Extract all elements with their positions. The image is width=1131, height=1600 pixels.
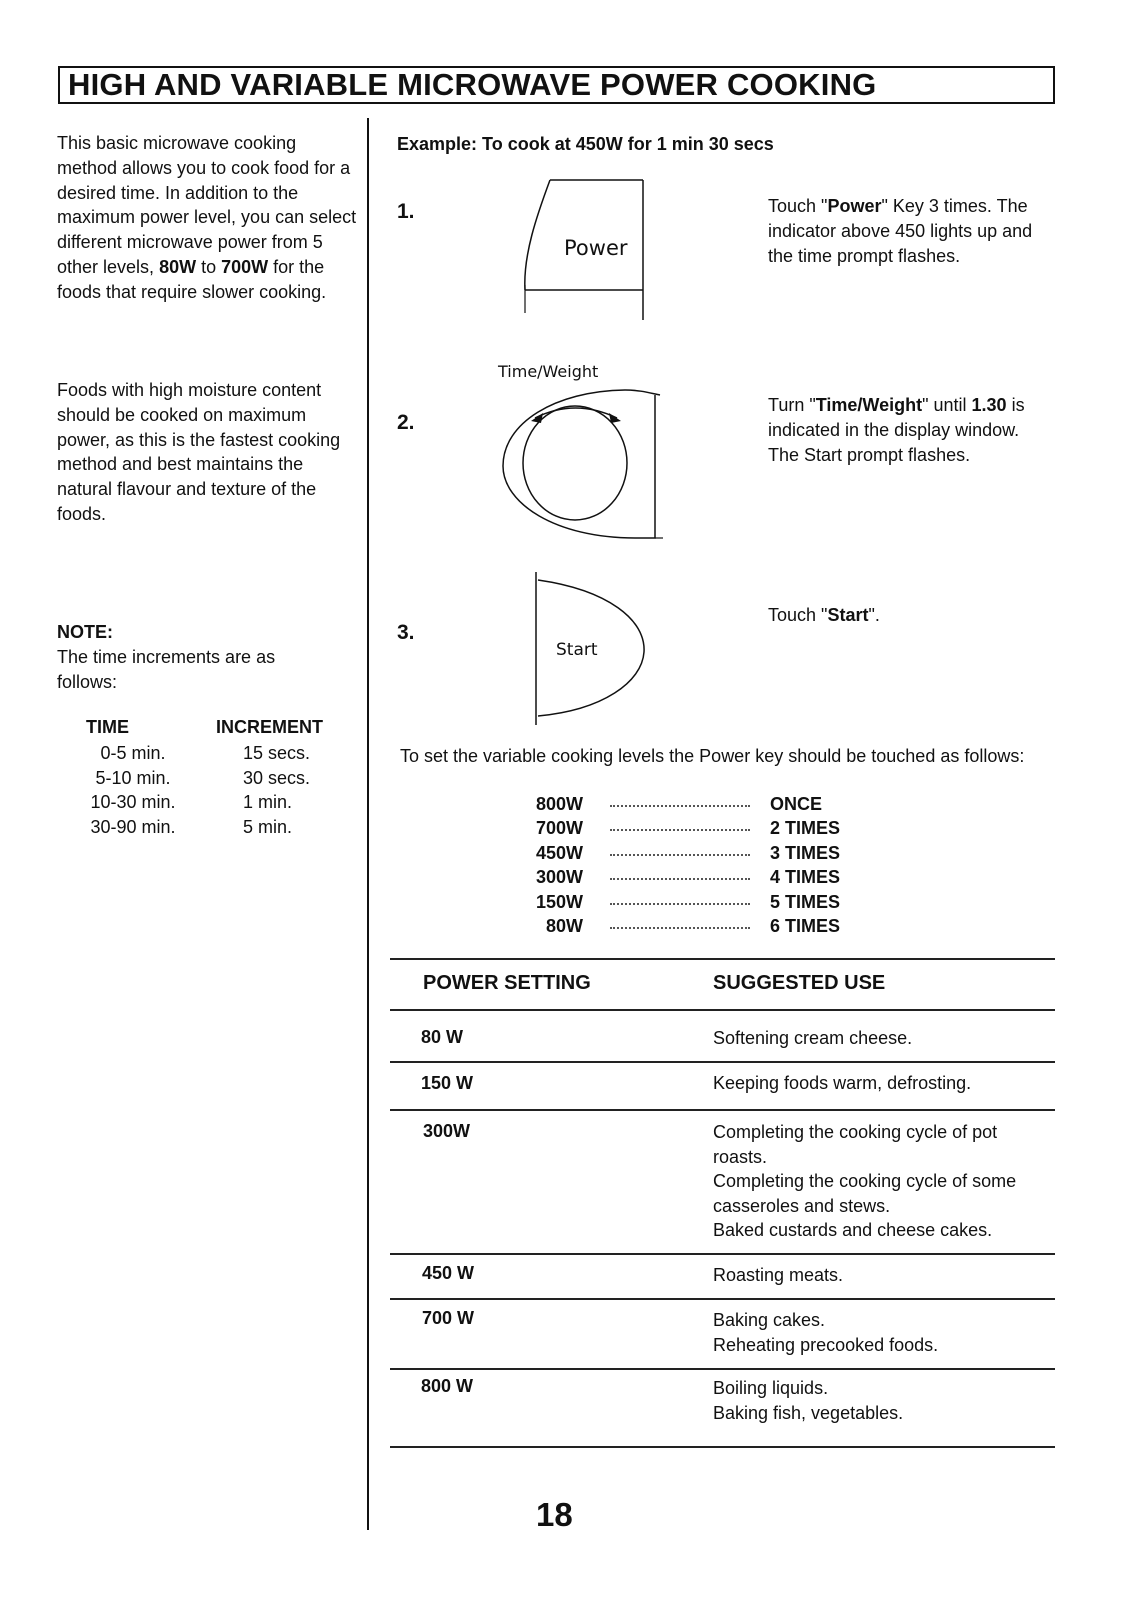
level-times: 2 TIMES — [770, 818, 841, 838]
step-1-number: 1. — [397, 200, 415, 223]
step-3-number: 3. — [397, 621, 415, 644]
step-2-instruction — [768, 393, 1033, 468]
level-times: 3 TIMES — [770, 843, 841, 863]
intro-700w: 700W — [221, 256, 269, 277]
power-setting-value: 150 W — [421, 1073, 474, 1093]
use-line: Baking fish, vegetables. — [713, 1402, 904, 1423]
row-rule — [390, 1298, 1055, 1300]
step-1-instruction — [768, 194, 1033, 269]
power-setting-value: 300W — [423, 1121, 471, 1141]
step-2-number: 2. — [397, 411, 415, 434]
use-line: Baking cakes. — [713, 1310, 826, 1330]
power-key-label[interactable]: Power — [564, 236, 628, 260]
level-watts: 800W — [535, 794, 583, 814]
use-line: Roasting meats. — [713, 1265, 844, 1285]
use-line: Reheating precooked foods. — [713, 1334, 939, 1355]
power-setting-value: 450 W — [422, 1263, 475, 1283]
increment-value: 15 secs. — [243, 743, 311, 763]
levels-intro: To set the variable cooking levels the Power key should be touched as follows: — [400, 746, 1025, 766]
increment-time: 0-5 min. — [100, 743, 166, 763]
header-rule — [390, 1009, 1055, 1011]
row-rule — [390, 1253, 1055, 1255]
increment-value-column — [243, 741, 310, 839]
use-line: Completing the cooking cycle of some casseroles and stews. — [713, 1171, 1017, 1216]
suggested-use-text — [713, 1071, 1053, 1096]
step-2-text-a: Turn " — [768, 395, 816, 415]
suggested-use-text — [713, 1308, 1053, 1357]
step-2-key-name: Time/Weight — [815, 395, 923, 415]
increment-value: 1 min. — [243, 792, 293, 812]
table-bottom-rule — [390, 1446, 1055, 1448]
leader-dots — [610, 854, 750, 856]
use-line: Boiling liquids. — [713, 1378, 829, 1398]
column-divider — [367, 118, 369, 1530]
intro-text-c: to — [196, 256, 222, 277]
intro-paragraph-2: Foods with high moisture content should be cooked on maximum power, as this is the fastest cooking method and best maintains the natural flavour and texture of the foods. — [57, 380, 341, 524]
step-3-key-name: Start — [827, 605, 869, 625]
level-watts: 450W — [535, 843, 583, 863]
increment-time: 30-90 min. — [90, 816, 176, 837]
step-1-text-a: Touch " — [768, 196, 828, 216]
suggested-use-header: SUGGESTED USE — [713, 972, 886, 994]
step-3-text-c: ". — [868, 605, 880, 625]
suggested-use-text — [713, 1263, 1053, 1288]
page-number: 18 — [536, 1496, 573, 1533]
intro-text-d: for the foods that require slower cooking. — [57, 256, 327, 302]
level-watts: 700W — [535, 818, 583, 838]
suggested-use-text — [713, 1376, 1053, 1425]
step-3-instruction — [768, 603, 1033, 628]
step-3-text-a: Touch " — [768, 605, 828, 625]
increment-time: 10-30 min. — [90, 792, 176, 812]
intro-text-a: This basic microwave cooking method allows you to cook food for a desired time. In addition to the maximum power level, you can select different microwave power from 5 other levels, — [57, 133, 357, 277]
level-times: 6 TIMES — [770, 916, 841, 936]
example-heading: Example: To cook at 450W for 1 min 30 secs — [397, 134, 774, 154]
power-setting-value: 80 W — [421, 1027, 464, 1047]
note-label: NOTE: — [57, 622, 113, 642]
leader-dots — [610, 829, 750, 831]
suggested-use-text — [713, 1026, 1053, 1051]
note-text: The time increments are as follows: — [57, 647, 276, 692]
level-watts: 300W — [535, 867, 583, 887]
increment-value: 5 min. — [243, 816, 293, 837]
start-key-label[interactable]: Start — [556, 640, 598, 660]
row-rule — [390, 1109, 1055, 1111]
time-weight-dial-illustration[interactable] — [495, 383, 670, 548]
row-rule — [390, 1061, 1055, 1063]
increment-time: 5-10 min. — [95, 767, 171, 788]
increment-column-header: INCREMENT — [216, 717, 323, 737]
leader-dots — [610, 903, 750, 905]
increment-value: 30 secs. — [243, 767, 311, 788]
row-rule — [390, 1368, 1055, 1370]
power-setting-value: 800 W — [421, 1376, 474, 1396]
use-line: Softening cream cheese. — [713, 1028, 913, 1048]
power-setting-header: POWER SETTING — [423, 972, 591, 994]
step-2-time-value: 1.30 — [971, 395, 1007, 415]
time-column-header: TIME — [86, 717, 129, 737]
table-top-rule — [390, 958, 1055, 960]
leader-dots — [610, 805, 750, 807]
leader-dots — [610, 878, 750, 880]
level-watts: 80W — [545, 916, 583, 936]
level-times: 4 TIMES — [770, 867, 841, 887]
time-weight-dial-label: Time/Weight — [498, 362, 599, 381]
level-times: ONCE — [770, 794, 823, 814]
intro-80w: 80W — [159, 256, 197, 277]
leader-dots — [610, 927, 750, 929]
use-line: Baked custards and cheese cakes. — [713, 1220, 993, 1240]
page-title: HIGH AND VARIABLE MICROWAVE POWER COOKING — [68, 67, 877, 102]
step-2-text-c: " until — [922, 395, 972, 415]
level-times: 5 TIMES — [770, 892, 841, 912]
intro-paragraph-1 — [57, 131, 357, 305]
use-line: Keeping foods warm, defrosting. — [713, 1073, 972, 1093]
level-watts: 150W — [535, 892, 583, 912]
increment-time-column — [63, 741, 203, 839]
use-line: Completing the cooking cycle of pot roasts. — [713, 1122, 998, 1167]
power-setting-value: 700 W — [422, 1308, 475, 1328]
step-1-text-c: " Key 3 times. The indicator above 450 lights up and the time prompt flashes. — [768, 196, 1033, 266]
step-1-key-name: Power — [827, 196, 882, 216]
suggested-use-text — [713, 1120, 1053, 1243]
step-2-text-e: is indicated in the display window. The Start prompt flashes. — [768, 395, 1025, 465]
